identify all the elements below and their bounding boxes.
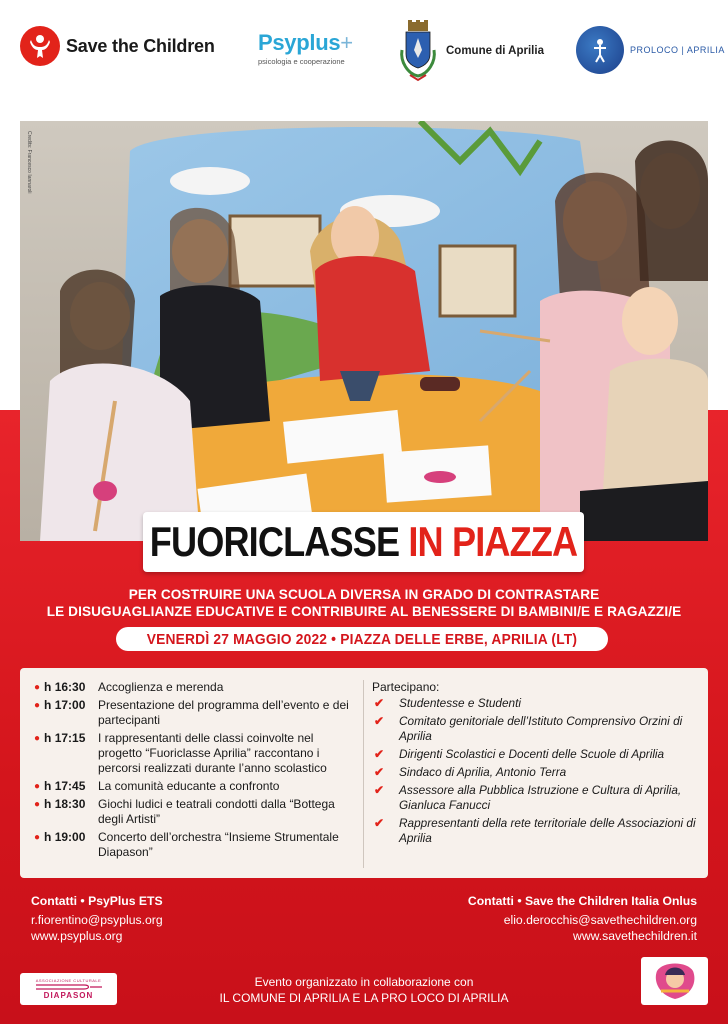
schedule-description: Presentazione del programma dell’evento e dei partecipanti xyxy=(98,698,349,727)
crest-icon xyxy=(396,20,440,82)
schedule-time: h 18:30 xyxy=(44,797,86,811)
subtitle-line-2: LE DISUGUAGLIANZE EDUCATIVE E CONTRIBUIRE AL BENESSERE DI BAMBINI/E E RAGAZZI/E xyxy=(46,604,682,619)
contacts-psyplus xyxy=(31,893,163,945)
schedule-item xyxy=(32,680,358,695)
participants-list xyxy=(372,680,702,849)
footer-line-2: IL COMUNE DI APRILIA E LA PRO LOCO DI APRILIA xyxy=(219,991,509,1005)
participants-heading: Partecipano: xyxy=(372,680,440,694)
contacts-stc-website[interactable]: www.savethechildren.it xyxy=(573,929,697,943)
bullet-icon: ● xyxy=(34,799,41,810)
participant-item: ✔ Dirigenti Scolastici e Docenti delle Scuole di Aprilia xyxy=(374,747,665,761)
checkmark-icon: ✔ xyxy=(374,696,384,710)
comune-aprilia-logo xyxy=(396,20,544,82)
bullet-icon: ● xyxy=(34,781,41,792)
contacts-save-the-children xyxy=(468,893,697,945)
contacts-stc-heading: Contatti • Save the Children Italia Onlus xyxy=(467,894,697,908)
bullet-icon: ● xyxy=(34,733,41,744)
subtitle xyxy=(0,586,728,620)
subtitle-line-1: PER COSTRUIRE UNA SCUOLA DIVERSA IN GRADO DI CONTRASTARE xyxy=(128,587,600,602)
event-title: FUORICLASSE IN PIAZZA xyxy=(149,518,578,565)
checkmark-icon: ✔ xyxy=(374,783,384,797)
date-location-banner xyxy=(116,627,608,651)
schedule-item xyxy=(32,779,358,794)
classroom-scene-image xyxy=(20,121,708,541)
checkmark-icon: ✔ xyxy=(374,714,384,728)
bullet-icon: ● xyxy=(34,682,41,693)
event-photo xyxy=(20,121,708,541)
bullet-icon: ● xyxy=(34,832,41,843)
proloco-aprilia-logo xyxy=(576,26,725,74)
schedule-item xyxy=(32,830,358,860)
participant-item: ✔ Sindaco di Aprilia, Antonio Terra xyxy=(374,765,567,779)
photo-credit: Credits: Francesco Iannaroli xyxy=(26,131,32,194)
psyplus-logo xyxy=(258,30,353,66)
schedule-time: h 17:15 xyxy=(44,731,86,745)
bullet-icon: ● xyxy=(34,700,41,711)
checkmark-icon: ✔ xyxy=(374,816,384,830)
schedule-time: h 17:00 xyxy=(44,698,86,712)
footer-organizers xyxy=(0,974,728,1006)
fuoriclasse-icon xyxy=(653,961,697,1001)
title-box xyxy=(143,512,584,572)
schedule-item xyxy=(32,731,358,776)
checkmark-icon: ✔ xyxy=(374,765,384,779)
checkmark-icon: ✔ xyxy=(374,747,384,761)
fuoriclasse-logo xyxy=(641,957,708,1005)
participant-item: ✔ Comitato genitoriale dell’Istituto Comprensivo Orzini di Aprilia xyxy=(374,714,683,743)
contacts-stc-email[interactable]: elio.derocchis@savethechildren.org xyxy=(503,912,697,927)
schedule-item xyxy=(32,797,358,827)
psyplus-tagline: psicologia e cooperazione xyxy=(258,57,345,66)
contacts-psyplus-email[interactable]: r.fiorentino@psyplus.org xyxy=(31,912,163,927)
save-the-children-logo xyxy=(20,26,215,66)
psyplus-name: Psyplus+ xyxy=(258,30,353,55)
save-the-children-icon xyxy=(20,26,60,66)
schedule-description: Concerto dell’orchestra “Insieme Strumentale Diapason” xyxy=(98,830,339,859)
program-panel xyxy=(20,668,708,878)
schedule-time: h 16:30 xyxy=(44,680,86,694)
schedule-description: Giochi ludici e teatrali condotti dalla “Bottega degli Artisti” xyxy=(98,797,335,826)
participant-item: ✔ Studentesse e Studenti xyxy=(374,696,521,710)
save-the-children-name: Save the Children xyxy=(66,35,215,56)
footer-line-1: Evento organizzato in collaborazione con xyxy=(254,975,474,989)
contacts-psyplus-heading: Contatti • PsyPlus ETS xyxy=(31,894,163,908)
participant-item: ✔ Assessore alla Pubblica Istruzione e Cultura di Aprilia, Gianluca Fanucci xyxy=(374,783,682,812)
schedule-list xyxy=(32,680,358,863)
schedule-time: h 19:00 xyxy=(44,830,86,844)
schedule-description: Accoglienza e merenda xyxy=(98,680,224,694)
date-location-text: VENERDÌ 27 MAGGIO 2022 • PIAZZA DELLE ERBE, APRILIA (LT) xyxy=(146,630,578,648)
panel-divider xyxy=(363,680,364,868)
diapason-tagline: ASSOCIAZIONE CULTURALE xyxy=(35,978,102,983)
participant-item: ✔ Rappresentanti della rete territoriale delle Associazioni di Aprilia xyxy=(374,816,696,845)
contacts-psyplus-website[interactable]: www.psyplus.org xyxy=(31,929,123,943)
proloco-icon xyxy=(576,26,624,74)
proloco-name: PROLOCO | APRILIA xyxy=(630,45,725,55)
comune-aprilia-name: Comune di Aprilia xyxy=(446,45,544,57)
schedule-time: h 17:45 xyxy=(44,779,86,793)
logo-bar xyxy=(0,0,728,120)
schedule-description: I rappresentanti delle classi coinvolte nel progetto “Fuoriclasse Aprilia” raccontano i percorsi realizzati durante l’anno scolastico xyxy=(98,731,327,775)
diapason-name: DIAPASON xyxy=(43,991,94,1000)
schedule-description: La comunità educante a confronto xyxy=(98,779,280,793)
schedule-item xyxy=(32,698,358,728)
